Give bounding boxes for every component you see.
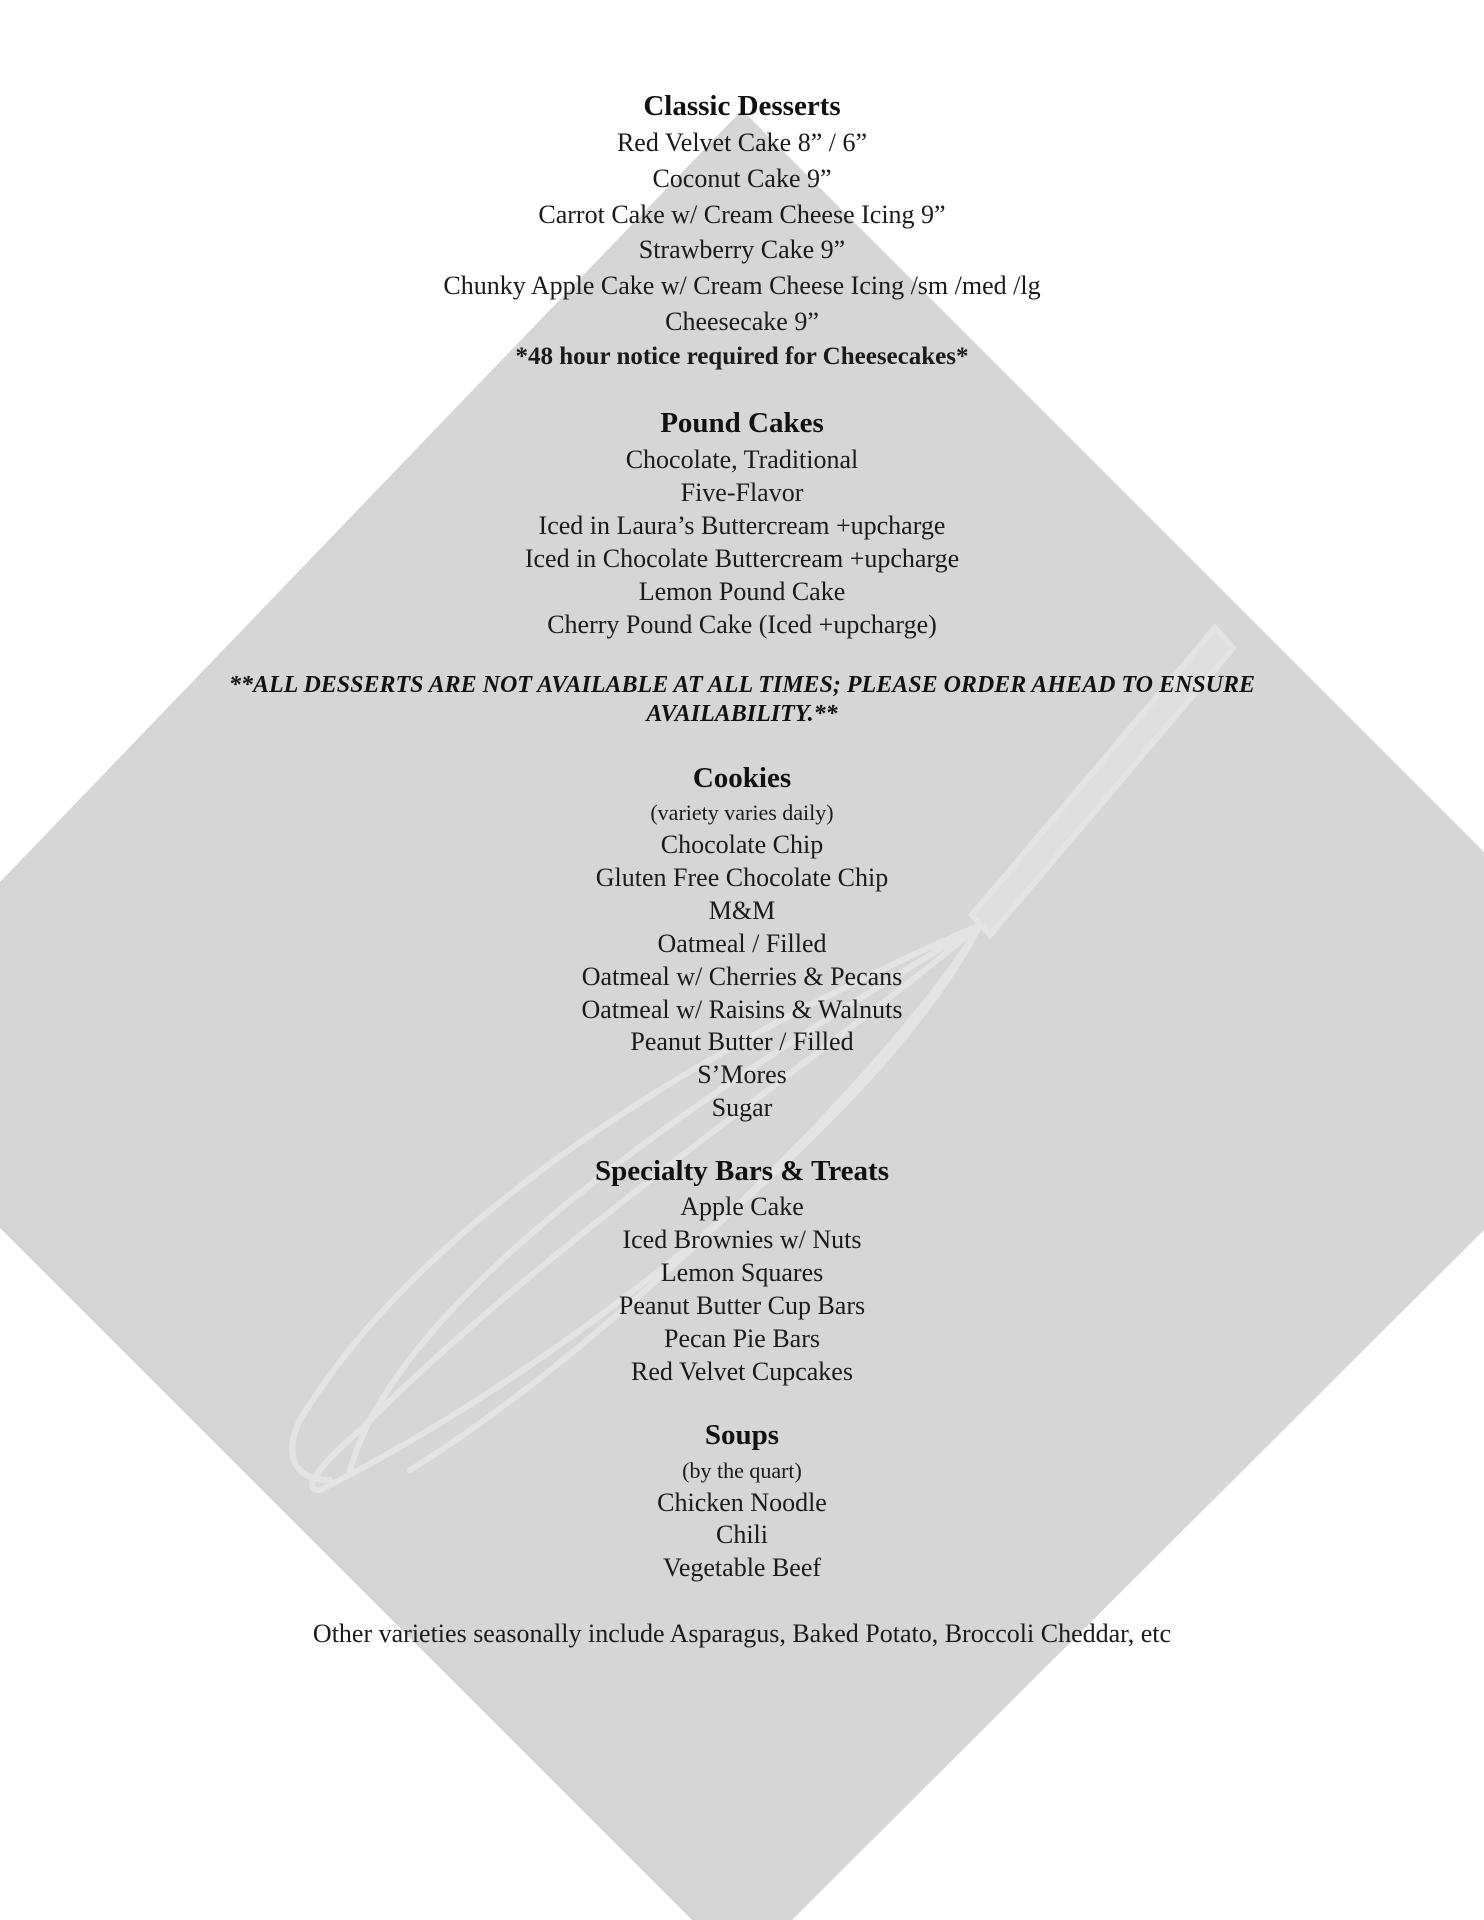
menu-item: Chunky Apple Cake w/ Cream Cheese Icing /sm /med /lg [443, 271, 1041, 300]
menu-item: Red Velvet Cake 8” / 6” [616, 128, 868, 157]
menu-item: Chocolate Chip [660, 830, 824, 859]
section-title: Cookies [692, 762, 792, 794]
menu-item: Apple Cake [680, 1192, 804, 1221]
section-subtitle: (by the quart) [682, 1458, 802, 1483]
menu-item: S’Mores [697, 1060, 787, 1089]
menu-item: Peanut Butter Cup Bars [618, 1291, 866, 1320]
soup-seasonal-note: Other varieties seasonally include Asparagus, Baked Potato, Broccoli Cheddar, etc [312, 1619, 1172, 1648]
menu-item: Sugar [711, 1093, 773, 1122]
menu-item: Iced in Laura’s Buttercream +upcharge [538, 511, 946, 540]
menu-item: Five-Flavor [680, 478, 804, 507]
menu-item: Oatmeal / Filled [657, 929, 827, 958]
menu-item: Iced Brownies w/ Nuts [622, 1225, 862, 1254]
menu-item: Cherry Pound Cake (Iced +upcharge) [547, 610, 937, 639]
menu-item: Chocolate, Traditional [625, 445, 859, 474]
menu-item: Coconut Cake 9” [652, 164, 832, 193]
availability-notice-line1: **ALL DESSERTS ARE NOT AVAILABLE AT ALL TIMES; PLEASE ORDER AHEAD TO ENSURE [229, 672, 1255, 698]
availability-notice-line2: AVAILABILITY.** [646, 701, 838, 727]
menu-item: Cheesecake 9” [665, 307, 819, 336]
section-subtitle: (variety varies daily) [650, 800, 834, 825]
menu-item: Chicken Noodle [657, 1488, 827, 1517]
section-title: Classic Desserts [643, 90, 841, 122]
section-title: Specialty Bars & Treats [594, 1155, 889, 1187]
menu-item: Oatmeal w/ Raisins & Walnuts [581, 995, 903, 1024]
menu-item: Gluten Free Chocolate Chip [595, 863, 889, 892]
menu-item: Iced in Chocolate Buttercream +upcharge [524, 544, 960, 573]
menu-item: Carrot Cake w/ Cream Cheese Icing 9” [538, 200, 946, 229]
menu-item: Red Velvet Cupcakes [631, 1357, 853, 1386]
menu-item: Lemon Squares [660, 1258, 824, 1287]
menu-item: Lemon Pound Cake [638, 577, 846, 606]
cheesecake-notice: *48 hour notice required for Cheesecakes* [515, 343, 969, 370]
section-title: Pound Cakes [660, 407, 824, 439]
menu-item: Vegetable Beef [662, 1553, 822, 1582]
menu-item: Strawberry Cake 9” [638, 235, 846, 264]
menu-item: M&M [708, 896, 776, 925]
section-title: Soups [704, 1419, 780, 1451]
menu-item: Pecan Pie Bars [664, 1324, 820, 1353]
menu-item: Oatmeal w/ Cherries & Pecans [581, 962, 903, 991]
menu-item: Chili [715, 1520, 768, 1549]
menu-item: Peanut Butter / Filled [630, 1027, 854, 1056]
